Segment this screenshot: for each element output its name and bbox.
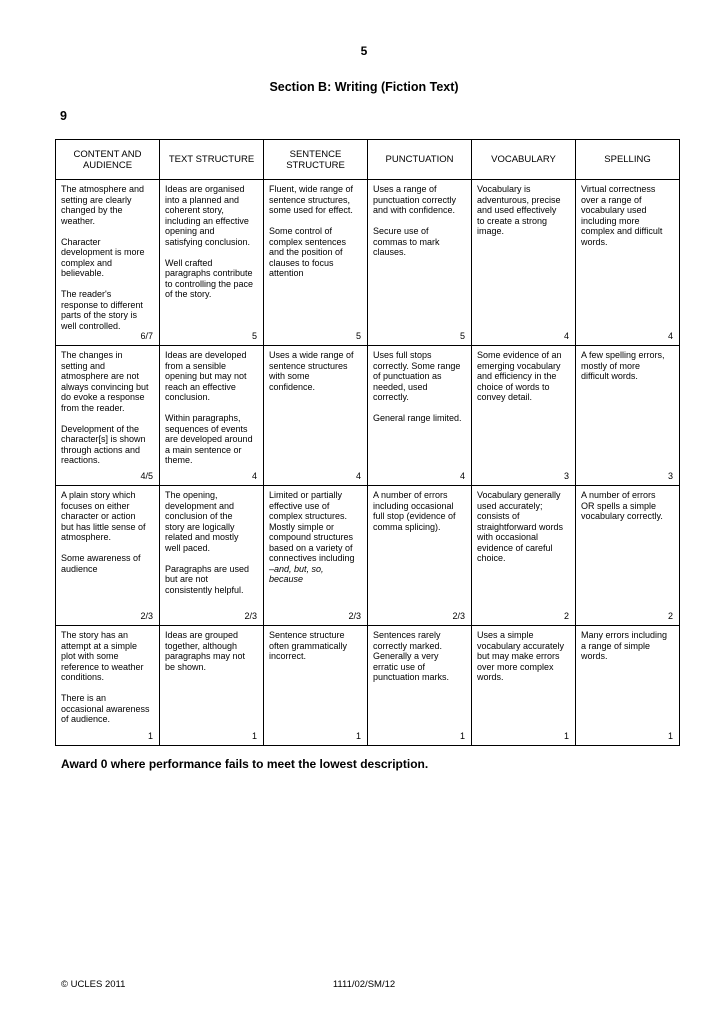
rubric-cell: [264, 180, 368, 346]
descriptor-text-content: The changes in setting and atmosphere are not always convincing but do evoke a response from the reader.: [61, 350, 149, 413]
descriptor-text-content: A number of errors OR spells a simple vocabulary correctly.: [581, 490, 663, 521]
descriptor-text: [373, 490, 468, 532]
descriptor-text: [165, 350, 260, 403]
connectives-example: –and, but, so, because: [269, 563, 324, 584]
descriptor-text: [61, 424, 156, 466]
column-header: [56, 140, 160, 180]
descriptor-text: [373, 630, 468, 683]
section-title: [0, 80, 728, 94]
descriptor-text-content: The opening, development and conclusion of the story are logically related and mostly well paced.: [165, 490, 239, 553]
descriptor-text: [61, 490, 156, 543]
rubric-cell-content: [160, 486, 263, 625]
descriptor-text: [581, 350, 676, 382]
descriptor-text: [477, 630, 572, 683]
rubric-cell-content: [472, 486, 575, 625]
descriptor-text: [61, 184, 156, 226]
descriptor-text: [581, 184, 676, 247]
rubric-cell: [160, 346, 264, 486]
rubric-cell-content: [160, 626, 263, 745]
rubric-cell: [264, 626, 368, 746]
rubric-row: [56, 346, 680, 486]
descriptor-text: [269, 630, 364, 662]
mark-value: 4/5: [140, 470, 153, 481]
descriptor-text-content: Well crafted paragraphs contribute to controlling the pace of the story.: [165, 257, 254, 299]
descriptor-text: [477, 184, 572, 237]
award-note: Award 0 where performance fails to meet the lowest description.: [61, 757, 429, 771]
rubric-cell: [56, 626, 160, 746]
column-header-label: TEXT STRUCTURE: [168, 154, 255, 165]
mark-value: 6/7: [140, 330, 153, 341]
rubric-cell-content: [160, 180, 263, 345]
rubric-cell-content: [56, 486, 159, 625]
descriptor-text-content: Within paragraphs, sequences of events are developed around a main sentence or theme.: [165, 413, 253, 465]
rubric-cell: [56, 180, 160, 346]
descriptor-text-content: Uses a simple vocabulary accurately but may make errors over more complex words.: [477, 630, 565, 682]
descriptor-text-content: Many errors including a range of simple words.: [581, 630, 668, 661]
rubric-cell-content: [368, 346, 471, 485]
descriptor-text-content: A number of errors including occasional full stop (evidence of comma splicing).: [373, 490, 456, 532]
rubric-cell: [56, 346, 160, 486]
descriptor-text: [61, 350, 156, 413]
rubric-cell: [576, 626, 680, 746]
descriptor-text: [165, 258, 260, 300]
descriptor-text-content: Vocabulary generally used accurately; consists of straightforward words with occasional evidence of careful choice.: [477, 490, 564, 563]
descriptor-text-content: Limited or partially effective use of complex structures. Mostly simple or compound structures based on a variety of connectives including: [269, 490, 355, 563]
descriptor-text: [61, 553, 156, 574]
mark-value: 2: [667, 610, 673, 621]
page-number: 5: [360, 44, 368, 58]
column-header: [576, 140, 680, 180]
rubric-cell-content: [56, 626, 159, 745]
mark-value: 2/3: [348, 610, 361, 621]
descriptor-text-content: A plain story which focuses on either character or action but has little sense of atmosphere.: [61, 490, 146, 542]
descriptor-text-content: Uses a wide range of sentence structures with some confidence.: [269, 350, 354, 392]
column-header: [264, 140, 368, 180]
rubric-cell: [576, 486, 680, 626]
descriptor-text: [373, 413, 468, 424]
rubric-cell: [472, 486, 576, 626]
rubric-cell: [368, 626, 472, 746]
descriptor-text: [373, 226, 468, 258]
rubric-cell: [264, 486, 368, 626]
marking-rubric-table: [55, 139, 680, 746]
rubric-cell: [576, 346, 680, 486]
descriptor-text: [165, 413, 260, 466]
descriptor-text-content: Virtual correctness over a range of vocabulary used including more complex and difficult words.: [581, 184, 663, 247]
rubric-cell: [160, 180, 264, 346]
rubric-cell: [472, 180, 576, 346]
mark-value: 4: [459, 470, 465, 481]
descriptor-text: [61, 237, 156, 279]
descriptor-text: [269, 184, 364, 216]
mark-value: 4: [667, 330, 673, 341]
mark-value: 1: [667, 730, 673, 741]
rubric-cell: [160, 626, 264, 746]
column-header-label: VOCABULARY: [491, 154, 556, 165]
descriptor-text: [269, 350, 364, 392]
column-header: [368, 140, 472, 180]
rubric-row: [56, 486, 680, 626]
rubric-cell: [472, 346, 576, 486]
descriptor-text-content: Fluent, wide range of sentence structures, some used for effect.: [269, 184, 354, 215]
rubric-cell-content: [368, 486, 471, 625]
rubric-cell-content: [472, 626, 575, 745]
column-header: [472, 140, 576, 180]
mark-value: 4: [251, 470, 257, 481]
descriptor-text-content: Some control of complex sentences and the position of clauses to focus attention: [269, 226, 347, 278]
rubric-cell-content: [472, 180, 575, 345]
descriptor-text-content: Character development is more complex and believable.: [61, 236, 145, 278]
footer-copyright: © UCLES 2011: [61, 979, 126, 990]
descriptor-text: [165, 490, 260, 553]
descriptor-text: [269, 490, 364, 585]
rubric-cell: [368, 180, 472, 346]
mark-value: 4: [563, 330, 569, 341]
rubric-cell-content: [160, 346, 263, 485]
descriptor-text-content: Ideas are grouped together, although paragraphs may not be shown.: [165, 630, 246, 672]
mark-value: 5: [355, 330, 361, 341]
descriptor-text: [581, 630, 676, 662]
descriptor-text: [61, 289, 156, 331]
rubric-cell-content: [264, 346, 367, 485]
column-header-label: PUNCTUATION: [385, 154, 454, 165]
descriptor-text-content: Some awareness of audience: [61, 553, 141, 574]
descriptor-text-content: General range limited.: [373, 413, 462, 423]
descriptor-text-content: A few spelling errors, mostly of more difficult words.: [581, 350, 665, 381]
descriptor-text: [269, 226, 364, 279]
descriptor-text-content: There is an occasional awareness of audience.: [61, 693, 150, 724]
descriptor-text-content: Sentences rarely correctly marked. Generally a very erratic use of punctuation marks.: [373, 630, 450, 682]
descriptor-text-content: Vocabulary is adventurous, precise and used effectively to create a strong image.: [477, 184, 561, 236]
column-header-label: SPELLING: [604, 154, 651, 165]
descriptor-text: [165, 630, 260, 672]
mark-value: 3: [667, 470, 673, 481]
mark-value: 5: [251, 330, 257, 341]
mark-value: 4: [355, 470, 361, 481]
rubric-cell-content: [56, 346, 159, 485]
column-header-label: CONTENT AND AUDIENCE: [73, 148, 142, 171]
rubric-cell: [576, 180, 680, 346]
section-title-text: Section B: Writing (Fiction Text): [269, 80, 459, 94]
rubric-cell-content: [368, 626, 471, 745]
rubric-cell: [160, 486, 264, 626]
rubric-cell-content: [368, 180, 471, 345]
rubric-body: [56, 180, 680, 746]
column-header: [160, 140, 264, 180]
rubric-header-row: [56, 140, 680, 180]
rubric-row: [56, 180, 680, 346]
mark-value: 3: [563, 470, 569, 481]
rubric-cell-content: [264, 180, 367, 345]
descriptor-text-content: Secure use of commas to mark clauses.: [373, 226, 440, 257]
mark-value: 2/3: [140, 610, 153, 621]
descriptor-text-content: Development of the character[s] is shown through actions and reactions.: [61, 423, 146, 465]
column-header-label: SENTENCE STRUCTURE: [286, 148, 345, 171]
mark-value: 2/3: [244, 610, 257, 621]
descriptor-text: [477, 490, 572, 564]
descriptor-text: Uses a range of punctuation correctly and with confidence.: [373, 184, 457, 215]
descriptor-text: [477, 350, 572, 403]
rubric-cell-content: [576, 486, 679, 625]
descriptor-text: [165, 564, 260, 596]
rubric-cell: [264, 346, 368, 486]
rubric-cell-content: [264, 486, 367, 625]
mark-value: 1: [459, 730, 465, 741]
descriptor-text: [61, 630, 156, 683]
descriptor-text-content: The atmosphere and setting are clearly changed by the weather.: [61, 184, 145, 226]
descriptor-text: [165, 184, 260, 247]
footer-code: 1111/02/SM/12: [332, 979, 396, 990]
descriptor-text-content: The story has an attempt at a simple plot with some reference to weather conditions.: [61, 630, 144, 682]
descriptor-text-content: The reader's response to different parts of the story is well controlled.: [61, 289, 143, 331]
rubric-cell-content: [576, 180, 679, 345]
descriptor-text-content: Uses full stops correctly. Some range of punctuation as needed, used correctly.: [373, 350, 461, 402]
descriptor-text-content: Some evidence of an emerging vocabulary and efficiency in the choice of words to convey detail.: [477, 350, 562, 402]
rubric-cell: [368, 346, 472, 486]
descriptor-text-content: Ideas are developed from a sensible opening but may not reach an effective conclusion.: [165, 350, 247, 402]
rubric-cell: [368, 486, 472, 626]
mark-value: 5: [459, 330, 465, 341]
rubric-cell-content: [576, 346, 679, 485]
rubric-cell: [472, 626, 576, 746]
rubric-cell-content: [472, 346, 575, 485]
descriptor-text-content: Sentence structure often grammatically incorrect.: [269, 630, 348, 661]
mark-value: 1: [563, 730, 569, 741]
descriptor-text-content: Ideas are organised into a planned and coherent story, including an effective opening and satisfying conclusion.: [165, 184, 251, 247]
rubric-row: [56, 626, 680, 746]
rubric-cell-content: [576, 626, 679, 745]
descriptor-text-content: Paragraphs are used but are not consistently helpful.: [165, 563, 250, 595]
mark-value: 2: [563, 610, 569, 621]
mark-value: 1: [355, 730, 361, 741]
mark-value: 1: [147, 730, 153, 741]
descriptor-text: [581, 490, 676, 522]
mark-value: 2/3: [452, 610, 465, 621]
rubric-cell-content: [56, 180, 159, 345]
rubric-cell: [56, 486, 160, 626]
mark-value: 1: [251, 730, 257, 741]
rubric-cell-content: [264, 626, 367, 745]
descriptor-text: [373, 350, 468, 403]
descriptor-text: [61, 693, 156, 725]
question-number: 9: [60, 109, 67, 123]
